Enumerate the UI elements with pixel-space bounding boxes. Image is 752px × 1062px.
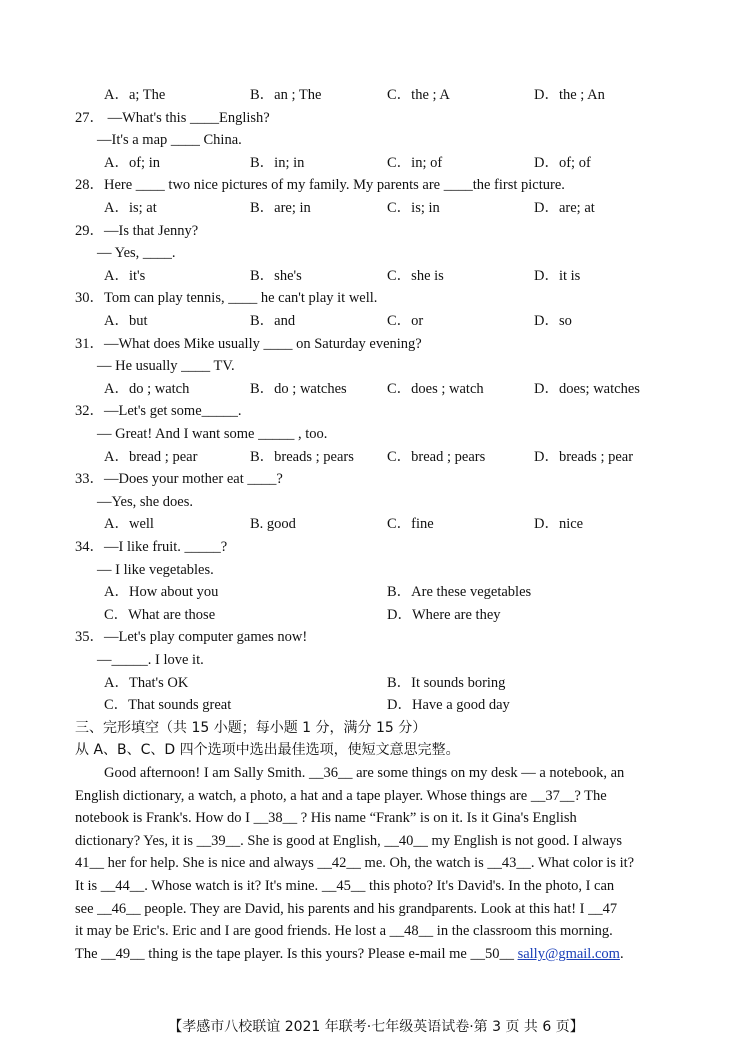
option-a[interactable]: A．That's OK <box>104 674 189 691</box>
line-text: 33．—Does your mother eat ____? <box>75 471 283 488</box>
line-text: —Yes, she does. <box>97 493 194 510</box>
option-d[interactable]: D．are; at <box>534 200 595 216</box>
question-stem <box>0 288 752 308</box>
line-text: —_____. I love it. <box>97 652 204 668</box>
question-reply <box>0 560 752 580</box>
passage-segment: see <box>75 900 98 917</box>
passage-text <box>75 808 577 828</box>
option-d[interactable]: D．does; watches <box>534 380 640 397</box>
option-b[interactable]: B．do ; watches <box>250 380 347 397</box>
cloze-blank[interactable]: __44__ <box>100 878 145 894</box>
passage-segment: . What color is it? <box>530 855 635 872</box>
passage-segment: my English is not good. I always <box>427 832 622 849</box>
option-a[interactable]: A．of; in <box>104 154 160 171</box>
option-c[interactable]: C．in; of <box>387 154 443 171</box>
line-text: 32．—Let's get some_____. <box>75 403 242 420</box>
line-text: — Great! And I want some _____ , too. <box>97 426 328 442</box>
option-d[interactable]: D．Where are they <box>387 606 501 623</box>
passage-text <box>75 921 613 941</box>
passage-segment: ? His name “Frank” is on it. Is it Gina's English <box>297 810 577 827</box>
cloze-blank[interactable]: __45__ <box>321 878 366 894</box>
option-c[interactable]: C．That sounds great <box>104 697 232 714</box>
passage-line <box>0 763 752 783</box>
option-row <box>0 673 752 693</box>
cloze-blank[interactable]: __36__ <box>308 765 353 781</box>
option-row <box>0 311 752 331</box>
option-a[interactable]: A．How about you <box>104 584 219 601</box>
option-row <box>0 447 752 467</box>
option-d[interactable]: D．of; of <box>534 154 591 171</box>
passage-segment: notebook is Frank's. How do I <box>75 810 254 827</box>
passage-segment: . <box>619 945 624 962</box>
option-d[interactable]: D．so <box>534 313 572 329</box>
passage-line <box>0 831 752 851</box>
option-c[interactable]: C．is; in <box>387 200 440 216</box>
option-d[interactable]: D．it is <box>534 267 581 284</box>
option-c[interactable]: C．or <box>387 313 424 329</box>
line-text: — I like vegetables. <box>97 561 214 578</box>
passage-segment: this photo? It's David's. In the photo, I can <box>365 878 615 894</box>
cloze-blank[interactable]: __46__ <box>97 900 141 917</box>
cloze-blank[interactable]: __49__ <box>101 945 145 962</box>
cloze-blank[interactable]: __50__ <box>470 945 514 962</box>
option-a[interactable]: A．it's <box>104 267 146 284</box>
option-c[interactable]: C．she is <box>387 267 444 284</box>
option-d[interactable]: D．breads ; pear <box>534 448 634 465</box>
option-c[interactable]: C．bread ; pears <box>387 448 486 465</box>
passage-line <box>0 944 752 964</box>
line-text: — Yes, ____. <box>97 245 176 262</box>
cloze-blank[interactable]: __48__ <box>389 923 434 940</box>
option-row <box>0 153 752 173</box>
section3-heading: 三、完形填空（共 15 小题；每小题 1 分，满分 15 分） <box>75 719 427 736</box>
question-reply <box>0 424 752 444</box>
passage-line <box>0 808 752 828</box>
passage-segment: . Whose watch is it? It's mine. <box>144 878 322 894</box>
line-text: —It's a map ____ China. <box>97 132 242 149</box>
cloze-blank[interactable]: __42__ <box>317 855 361 872</box>
option-b[interactable]: B．are; in <box>250 200 311 216</box>
passage-segment: It is <box>75 878 101 894</box>
passage-segment: Good afternoon! I am Sally Smith. <box>104 765 309 781</box>
option-b[interactable]: B．she's <box>250 267 302 284</box>
passage-text <box>75 899 617 919</box>
option-row <box>0 266 752 286</box>
option-c[interactable]: C．does ; watch <box>387 380 484 397</box>
passage-segment: dictionary? Yes, it is <box>75 832 197 849</box>
option-a[interactable]: A．but <box>104 313 148 329</box>
question-reply <box>0 650 752 670</box>
passage-line <box>0 786 752 806</box>
cloze-blank[interactable]: __39__ <box>196 832 241 849</box>
option-row <box>0 85 752 105</box>
question-stem <box>0 469 752 489</box>
option-a[interactable]: A．is; at <box>104 200 157 216</box>
question-reply <box>0 243 752 263</box>
passage-text <box>75 944 624 964</box>
option-row <box>0 695 752 715</box>
option-row <box>0 514 752 534</box>
passage-segment: it may be Eric's. Eric and I are good friends. He lost a <box>75 923 390 940</box>
cloze-blank[interactable]: 41__ <box>75 855 104 872</box>
question-stem <box>0 108 752 128</box>
option-row <box>0 198 752 218</box>
question-stem <box>0 627 752 647</box>
passage-segment: me. Oh, the watch is <box>360 855 488 872</box>
option-d[interactable]: D．nice <box>534 516 584 533</box>
option-a[interactable]: A．a; The <box>104 87 166 103</box>
section3-instruction: 从 A、B、C、D 四个选项中选出最佳选项，使短文意思完整。 <box>75 742 460 759</box>
line-text: 29．—Is that Jenny? <box>75 222 199 239</box>
option-b[interactable]: B．breads ; pears <box>250 448 354 465</box>
option-b[interactable]: B．It sounds boring <box>387 674 506 691</box>
question-stem <box>0 401 752 421</box>
option-a[interactable]: A．well <box>104 516 154 533</box>
question-stem <box>0 221 752 241</box>
passage-line <box>0 921 752 941</box>
section-instruction <box>0 740 752 760</box>
passage-segment: The <box>75 945 102 962</box>
cloze-blank[interactable]: __47 <box>588 900 618 917</box>
line-text: 34．—I like fruit. _____? <box>75 539 228 555</box>
question-stem <box>0 175 752 195</box>
option-a[interactable]: A．do ; watch <box>104 380 190 397</box>
passage-segment: people. They are David, his parents and his grandparents. Look at this hat! I <box>140 900 589 917</box>
line-text: 31．—What does Mike usually ____ on Saturday evening? <box>75 335 422 352</box>
question-stem <box>0 334 752 354</box>
passage-line <box>0 899 752 919</box>
passage-text <box>75 876 614 896</box>
passage-line <box>0 876 752 896</box>
option-b[interactable]: B. good <box>250 516 296 533</box>
passage-segment: ? The <box>574 787 607 804</box>
passage-segment: are some things on my desk — a notebook, an <box>352 765 625 781</box>
cloze-blank[interactable]: __40__ <box>384 832 428 849</box>
option-b[interactable]: B．and <box>250 313 296 329</box>
option-c[interactable]: C．fine <box>387 516 434 533</box>
question-reply <box>0 356 752 376</box>
footer-text: 【孝感市八校联谊 2021 年联考·七年级英语试卷·第 3 页 共 6 页】 <box>168 1019 584 1035</box>
cloze-blank[interactable]: __43__ <box>487 855 531 872</box>
question-reply <box>0 492 752 512</box>
passage-segment: her for help. She is nice and always <box>104 855 318 872</box>
option-row <box>0 605 752 625</box>
footer <box>0 1017 752 1037</box>
section-heading <box>0 718 752 738</box>
cloze-blank[interactable]: __38__ <box>253 810 298 827</box>
line-text: 35．—Let's play computer games now! <box>75 629 308 646</box>
cloze-blank[interactable]: __37__ <box>530 787 575 804</box>
passage-text <box>75 853 634 873</box>
passage-text <box>104 763 624 783</box>
question-reply <box>0 130 752 150</box>
passage-text <box>75 786 607 806</box>
passage-segment: in the classroom this morning. <box>433 923 613 940</box>
line-text: 28．Here ____ two nice pictures of my family. My parents are ____the first picture. <box>75 177 565 194</box>
passage-segment: English dictionary, a watch, a photo, a hat and a tape player. Whose things are <box>75 787 531 804</box>
option-a[interactable]: A．bread ; pear <box>104 448 198 465</box>
passage-line <box>0 853 752 873</box>
option-row <box>0 582 752 602</box>
option-row <box>0 379 752 399</box>
option-d[interactable]: D．Have a good day <box>387 697 510 714</box>
question-stem <box>0 537 752 557</box>
option-c[interactable]: C．the ; A <box>387 87 450 103</box>
passage-segment: thing is the tape player. Is this yours? Please e-mail me <box>144 945 471 962</box>
option-d[interactable]: D．the ; An <box>534 87 605 103</box>
line-text: 27． —What's this ____English? <box>75 109 270 126</box>
option-b[interactable]: B．in; in <box>250 154 305 171</box>
email-link[interactable]: sally@gmail.com <box>517 945 620 962</box>
line-text: — He usually ____ TV. <box>97 358 235 375</box>
passage-segment: . She is good at English, <box>240 832 385 849</box>
line-text: 30．Tom can play tennis, ____ he can't play it well. <box>75 290 378 307</box>
option-b[interactable]: B．Are these vegetables <box>387 584 532 601</box>
passage-text <box>75 831 622 851</box>
option-b[interactable]: B．an ; The <box>250 87 322 103</box>
option-c[interactable]: C．What are those <box>104 606 216 623</box>
